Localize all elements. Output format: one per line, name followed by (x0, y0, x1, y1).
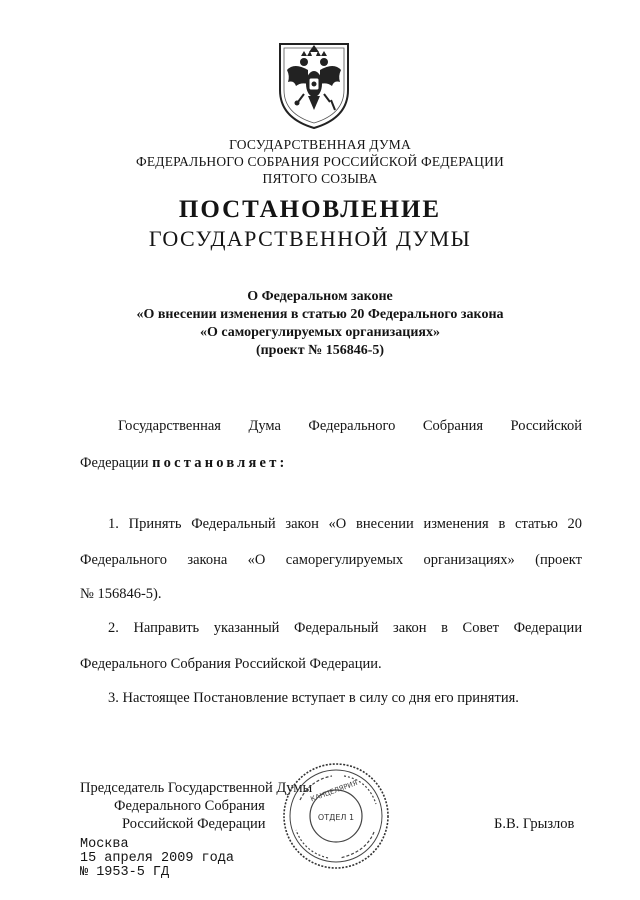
signatory-position-line-1: Председатель Государственной Думы (80, 780, 313, 796)
document-title: ПОСТАНОВЛЕНИЕ (178, 196, 442, 223)
subject-line-2: «О внесении изменения в статью 20 Федерального закона (136, 307, 504, 322)
item-2-line-2: Федерального Собрания Российской Федерации. (80, 656, 382, 672)
item-3: 3. Настоящее Постановление вступает в силу со дня его принятия. (108, 690, 519, 706)
header-line-1: ГОСУДАРСТВЕННАЯ ДУМА (229, 137, 411, 152)
resolution-number: № 1953-5 ГД (80, 865, 170, 880)
header-line-2: ФЕДЕРАЛЬНОГО СОБРАНИЯ РОССИЙСКОЙ ФЕДЕРАЦИИ (136, 154, 504, 169)
signatory-position-line-2: Федерального Собрания (114, 798, 265, 814)
subject-line-4: (проект № 156846-5) (255, 343, 385, 358)
item-1-line-3: № 156846-5). (80, 586, 162, 602)
decree-word: постановляет: (152, 455, 288, 471)
signatory-position-line-3: Российской Федерации (122, 816, 266, 832)
svg-text:КАНЦЕЛЯРИЯ: КАНЦЕЛЯРИЯ (309, 778, 359, 804)
city: Москва (80, 837, 129, 852)
item-1-line-1: 1. Принять Федеральный закон «О внесении изменения в статью 20 (108, 516, 583, 532)
signatory-name: Б.В. Грызлов (494, 816, 575, 832)
svg-text:ОТДЕЛ 1: ОТДЕЛ 1 (317, 813, 355, 822)
header-line-3: ПЯТОГО СОЗЫВА (262, 171, 378, 186)
coat-of-arms-emblem (274, 40, 354, 130)
subject-line-1: О Федеральном законе (247, 289, 393, 304)
subject-line-3: «О саморегулируемых организациях» (199, 325, 441, 340)
document-subtitle: ГОСУДАРСТВЕННОЙ ДУМЫ (148, 226, 472, 251)
preamble-line-2: Федерации постановляет: (80, 455, 288, 471)
date: 15 апреля 2009 года (80, 851, 234, 866)
item-1-line-2: Федерального закона «О саморегулируемых организациях» (проект (80, 552, 583, 568)
item-2-line-1: 2. Направить указанный Федеральный закон в Совет Федерации (108, 620, 583, 636)
round-stamp (280, 760, 392, 872)
preamble-line-1: Государственная Дума Федерального Собрания Российской (118, 418, 582, 434)
